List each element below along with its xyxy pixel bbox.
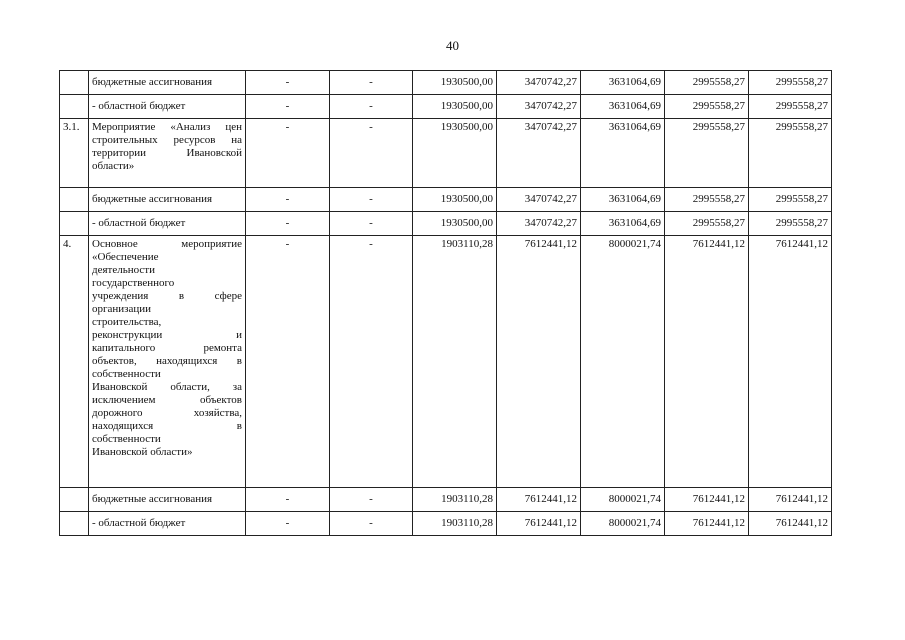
row-name-line: собственности	[92, 368, 161, 380]
row-value-cell: 3631064,69	[581, 188, 665, 212]
row-name-line: строительных ресурсов на	[92, 134, 242, 146]
row-value-cell: 2995558,27	[749, 188, 832, 212]
row-name-line: исключением объектов	[92, 394, 242, 406]
row-value-cell: 8000021,74	[581, 236, 665, 488]
row-value-cell: 2995558,27	[665, 95, 749, 119]
row-value-cell: 1930500,00	[413, 95, 497, 119]
table-row	[60, 512, 832, 536]
table-row	[60, 236, 832, 488]
row-number: 4.	[60, 236, 89, 488]
row-value-cell: 2995558,27	[665, 119, 749, 188]
row-value-cell: 1930500,00	[413, 212, 497, 236]
row-value-cell: 3470742,27	[497, 188, 581, 212]
table-row	[60, 488, 832, 512]
row-c1-cell: -	[246, 71, 330, 95]
row-name: - областной бюджет	[89, 95, 246, 119]
row-value-cell: 2995558,27	[749, 95, 832, 119]
row-name-line: реконструкции и	[92, 329, 242, 341]
row-value-cell: 2995558,27	[665, 71, 749, 95]
row-name: бюджетные ассигнования	[89, 71, 246, 95]
row-value-cell: 3470742,27	[497, 119, 581, 188]
row-name	[89, 119, 246, 188]
row-name-line: «Обеспечение	[92, 251, 159, 263]
row-number	[60, 488, 89, 512]
row-value-cell: 2995558,27	[749, 71, 832, 95]
row-value-cell: 1903110,28	[413, 488, 497, 512]
row-value-cell: 7612441,12	[749, 488, 832, 512]
row-name	[89, 236, 246, 488]
row-name-line: учреждения в сфере	[92, 290, 242, 302]
row-value-cell: 3631064,69	[581, 212, 665, 236]
row-name-line: территории Ивановской	[92, 147, 242, 159]
row-number	[60, 188, 89, 212]
row-name-line: Основное мероприятие	[92, 238, 242, 250]
row-value-cell: 1930500,00	[413, 188, 497, 212]
table-row	[60, 71, 832, 95]
row-value-cell: 7612441,12	[497, 512, 581, 536]
row-value-cell: 3470742,27	[497, 212, 581, 236]
row-c2-cell: -	[330, 488, 413, 512]
row-name: бюджетные ассигнования	[89, 188, 246, 212]
row-c2-cell: -	[330, 119, 413, 188]
row-name-line: Ивановской области»	[92, 446, 193, 458]
row-name-line: области»	[92, 160, 135, 172]
row-name-line: находящихся в	[92, 420, 242, 432]
row-c2-cell: -	[330, 212, 413, 236]
page-number: 40	[446, 38, 459, 53]
row-c1-cell: -	[246, 188, 330, 212]
row-c2-cell: -	[330, 188, 413, 212]
row-c2-cell: -	[330, 95, 413, 119]
row-c1-cell: -	[246, 512, 330, 536]
row-name-line: капитального ремонта	[92, 342, 242, 354]
row-name-line: Мероприятие «Анализ цен	[92, 121, 242, 133]
row-name-line: объектов, находящихся в	[92, 355, 242, 367]
row-name-line: организации	[92, 303, 152, 315]
row-value-cell: 1903110,28	[413, 512, 497, 536]
row-c2-cell: -	[330, 71, 413, 95]
row-value-cell: 7612441,12	[497, 488, 581, 512]
row-number	[60, 71, 89, 95]
row-value-cell: 3631064,69	[581, 71, 665, 95]
row-number	[60, 95, 89, 119]
row-c2-cell: -	[330, 236, 413, 488]
row-value-cell: 3631064,69	[581, 119, 665, 188]
row-value-cell: 7612441,12	[497, 236, 581, 488]
row-value-cell: 7612441,12	[749, 512, 832, 536]
row-value-cell: 1930500,00	[413, 71, 497, 95]
row-c2-cell: -	[330, 512, 413, 536]
row-name: бюджетные ассигнования	[89, 488, 246, 512]
row-value-cell: 8000021,74	[581, 488, 665, 512]
row-name-line: собственности	[92, 433, 161, 445]
row-value-cell: 7612441,12	[665, 236, 749, 488]
table-row	[60, 119, 832, 188]
row-value-cell: 2995558,27	[749, 212, 832, 236]
row-value-cell: 1930500,00	[413, 119, 497, 188]
row-c1-cell: -	[246, 236, 330, 488]
table-row	[60, 188, 832, 212]
row-name-line: деятельности	[92, 264, 155, 276]
row-value-cell: 1903110,28	[413, 236, 497, 488]
row-value-cell: 3470742,27	[497, 71, 581, 95]
row-c1-cell: -	[246, 488, 330, 512]
row-value-cell: 2995558,27	[665, 212, 749, 236]
row-c1-cell: -	[246, 212, 330, 236]
row-c1-cell: -	[246, 119, 330, 188]
row-name-line: дорожного хозяйства,	[92, 407, 242, 419]
row-number	[60, 212, 89, 236]
row-value-cell: 3470742,27	[497, 95, 581, 119]
row-number	[60, 512, 89, 536]
row-name: - областной бюджет	[89, 212, 246, 236]
row-value-cell: 2995558,27	[665, 188, 749, 212]
row-name-line: государственного	[92, 277, 175, 289]
row-c1-cell: -	[246, 95, 330, 119]
row-value-cell: 7612441,12	[665, 512, 749, 536]
row-value-cell: 7612441,12	[665, 488, 749, 512]
row-name: - областной бюджет	[89, 512, 246, 536]
row-value-cell: 8000021,74	[581, 512, 665, 536]
row-value-cell: 3631064,69	[581, 95, 665, 119]
row-value-cell: 2995558,27	[749, 119, 832, 188]
row-number: 3.1.	[60, 119, 89, 188]
row-name-line: строительства,	[92, 316, 162, 328]
row-value-cell: 7612441,12	[749, 236, 832, 488]
table-row	[60, 212, 832, 236]
row-name-line: Ивановской области, за	[92, 381, 242, 393]
table-row	[60, 95, 832, 119]
budget-table	[59, 70, 832, 536]
